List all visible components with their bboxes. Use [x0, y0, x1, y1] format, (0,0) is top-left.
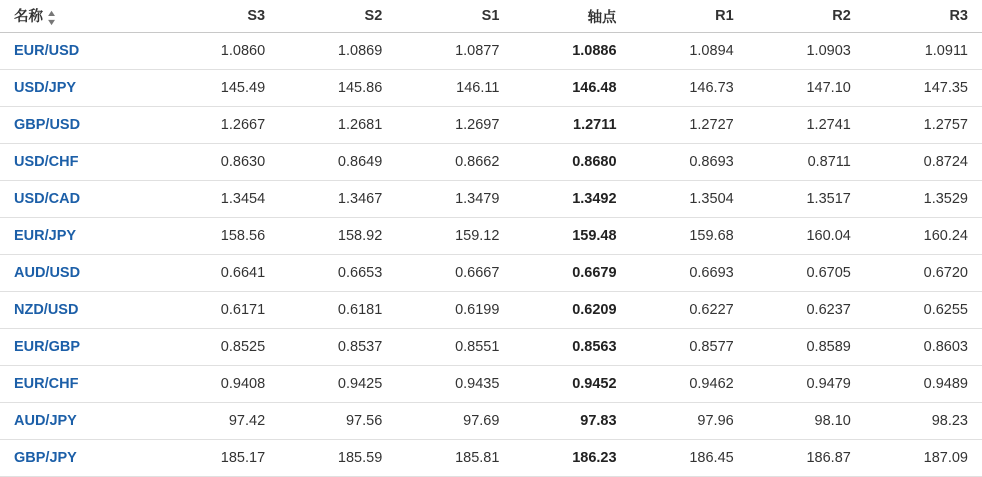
r2-value-cell: 0.9479	[748, 366, 865, 403]
column-header-label-r3: R3	[949, 8, 968, 24]
r3-value-cell: 0.6255	[865, 292, 982, 329]
column-header-r3	[865, 0, 982, 33]
currency-pair-cell	[0, 218, 162, 255]
pivot-value-cell: 186.23	[513, 440, 630, 477]
pivot-value-cell: 146.48	[513, 70, 630, 107]
table-row	[0, 33, 982, 70]
s2-value-cell: 0.9425	[279, 366, 396, 403]
currency-pair-cell	[0, 440, 162, 477]
table-row	[0, 329, 982, 366]
sort-arrows-icon[interactable]: ▲ ▼	[45, 7, 57, 27]
r1-value-cell: 1.3504	[631, 181, 748, 218]
currency-pair-cell	[0, 255, 162, 292]
currency-pair-link[interactable]: GBP/JPY	[14, 450, 77, 466]
currency-pair-link[interactable]: GBP/USD	[14, 117, 81, 133]
table-row	[0, 403, 982, 440]
s1-value-cell: 0.8551	[396, 329, 513, 366]
pivot-value-cell: 0.8680	[513, 144, 630, 181]
s1-value-cell: 0.9435	[396, 366, 513, 403]
r1-value-cell: 1.0894	[631, 33, 748, 70]
r1-value-cell: 0.6227	[631, 292, 748, 329]
r3-value-cell: 98.23	[865, 403, 982, 440]
s3-value-cell: 145.49	[162, 70, 279, 107]
r2-value-cell: 0.8589	[748, 329, 865, 366]
table-header-row	[0, 0, 982, 33]
s1-value-cell: 146.11	[396, 70, 513, 107]
s1-value-cell: 159.12	[396, 218, 513, 255]
s3-value-cell: 1.3454	[162, 181, 279, 218]
s3-value-cell: 185.17	[162, 440, 279, 477]
s1-value-cell: 185.81	[396, 440, 513, 477]
column-header-label-s3: S3	[247, 8, 266, 24]
column-header-r2	[748, 0, 865, 33]
s2-value-cell: 158.92	[279, 218, 396, 255]
r3-value-cell: 160.24	[865, 218, 982, 255]
table-row	[0, 181, 982, 218]
currency-pair-cell	[0, 181, 162, 218]
r3-value-cell: 0.8603	[865, 329, 982, 366]
currency-pair-link[interactable]: AUD/USD	[14, 265, 81, 281]
pivot-value-cell: 0.9452	[513, 366, 630, 403]
s3-value-cell: 1.2667	[162, 107, 279, 144]
currency-pair-link[interactable]: USD/JPY	[14, 80, 77, 96]
pivot-value-cell: 0.8563	[513, 329, 630, 366]
s2-value-cell: 1.3467	[279, 181, 396, 218]
r1-value-cell: 97.96	[631, 403, 748, 440]
r3-value-cell: 1.0911	[865, 33, 982, 70]
r1-value-cell: 0.6693	[631, 255, 748, 292]
s2-value-cell: 0.8649	[279, 144, 396, 181]
pivot-value-cell: 1.2711	[513, 107, 630, 144]
r2-value-cell: 1.2741	[748, 107, 865, 144]
currency-pair-cell	[0, 366, 162, 403]
s3-value-cell: 0.8630	[162, 144, 279, 181]
column-header-name[interactable]	[0, 0, 162, 33]
r1-value-cell: 0.8693	[631, 144, 748, 181]
currency-pair-cell	[0, 107, 162, 144]
s2-value-cell: 0.6653	[279, 255, 396, 292]
table-row	[0, 144, 982, 181]
s1-value-cell: 0.8662	[396, 144, 513, 181]
currency-pair-cell	[0, 144, 162, 181]
r3-value-cell: 0.6720	[865, 255, 982, 292]
s3-value-cell: 0.6641	[162, 255, 279, 292]
currency-pair-link[interactable]: EUR/GBP	[14, 339, 81, 355]
s1-value-cell: 1.2697	[396, 107, 513, 144]
column-header-label-s1: S1	[481, 8, 500, 24]
currency-pair-cell	[0, 70, 162, 107]
r2-value-cell: 186.87	[748, 440, 865, 477]
r2-value-cell: 0.6237	[748, 292, 865, 329]
table-row	[0, 255, 982, 292]
r2-value-cell: 1.3517	[748, 181, 865, 218]
pivot-value-cell: 0.6209	[513, 292, 630, 329]
currency-pair-link[interactable]: USD/CAD	[14, 191, 81, 207]
s3-value-cell: 0.6171	[162, 292, 279, 329]
table-row	[0, 292, 982, 329]
s1-value-cell: 1.0877	[396, 33, 513, 70]
table-row	[0, 107, 982, 144]
s2-value-cell: 1.2681	[279, 107, 396, 144]
column-header-pivot	[513, 0, 630, 33]
currency-pair-link[interactable]: USD/CHF	[14, 154, 79, 170]
table-row	[0, 218, 982, 255]
currency-pair-link[interactable]: NZD/USD	[14, 302, 79, 318]
s1-value-cell: 97.69	[396, 403, 513, 440]
currency-pair-cell	[0, 329, 162, 366]
currency-pair-link[interactable]: EUR/USD	[14, 43, 80, 59]
r1-value-cell: 1.2727	[631, 107, 748, 144]
s2-value-cell: 185.59	[279, 440, 396, 477]
column-header-s1	[396, 0, 513, 33]
column-header-r1	[631, 0, 748, 33]
currency-pair-link[interactable]: AUD/JPY	[14, 413, 77, 429]
r1-value-cell: 186.45	[631, 440, 748, 477]
pivot-value-cell: 1.3492	[513, 181, 630, 218]
currency-pair-cell	[0, 33, 162, 70]
r3-value-cell: 1.3529	[865, 181, 982, 218]
r2-value-cell: 0.6705	[748, 255, 865, 292]
table-row	[0, 366, 982, 403]
column-header-label-name: 名称	[14, 9, 43, 26]
s2-value-cell: 0.6181	[279, 292, 396, 329]
s2-value-cell: 97.56	[279, 403, 396, 440]
s1-value-cell: 1.3479	[396, 181, 513, 218]
r1-value-cell: 0.8577	[631, 329, 748, 366]
column-header-label-pivot: 轴点	[587, 9, 617, 26]
pivot-value-cell: 1.0886	[513, 33, 630, 70]
s2-value-cell: 145.86	[279, 70, 396, 107]
r2-value-cell: 0.8711	[748, 144, 865, 181]
s3-value-cell: 1.0860	[162, 33, 279, 70]
s1-value-cell: 0.6667	[396, 255, 513, 292]
r2-value-cell: 147.10	[748, 70, 865, 107]
table-row	[0, 440, 982, 477]
column-header-s3	[162, 0, 279, 33]
r3-value-cell: 0.9489	[865, 366, 982, 403]
r3-value-cell: 0.8724	[865, 144, 982, 181]
currency-pair-link[interactable]: EUR/CHF	[14, 376, 79, 392]
s2-value-cell: 1.0869	[279, 33, 396, 70]
s3-value-cell: 0.9408	[162, 366, 279, 403]
r2-value-cell: 1.0903	[748, 33, 865, 70]
r3-value-cell: 147.35	[865, 70, 982, 107]
s3-value-cell: 97.42	[162, 403, 279, 440]
s2-value-cell: 0.8537	[279, 329, 396, 366]
s1-value-cell: 0.6199	[396, 292, 513, 329]
table-row	[0, 70, 982, 107]
pivot-value-cell: 159.48	[513, 218, 630, 255]
s3-value-cell: 158.56	[162, 218, 279, 255]
pivot-value-cell: 97.83	[513, 403, 630, 440]
currency-pair-link[interactable]: EUR/JPY	[14, 228, 77, 244]
column-header-label-r1: R1	[715, 8, 734, 24]
column-header-s2	[279, 0, 396, 33]
column-header-label-s2: S2	[364, 8, 383, 24]
pivot-value-cell: 0.6679	[513, 255, 630, 292]
r2-value-cell: 160.04	[748, 218, 865, 255]
currency-pair-cell	[0, 292, 162, 329]
r1-value-cell: 0.9462	[631, 366, 748, 403]
r2-value-cell: 98.10	[748, 403, 865, 440]
r1-value-cell: 159.68	[631, 218, 748, 255]
currency-pair-cell	[0, 403, 162, 440]
r3-value-cell: 187.09	[865, 440, 982, 477]
r1-value-cell: 146.73	[631, 70, 748, 107]
column-header-label-r2: R2	[832, 8, 851, 24]
table-body	[0, 33, 982, 477]
r3-value-cell: 1.2757	[865, 107, 982, 144]
s3-value-cell: 0.8525	[162, 329, 279, 366]
table-header	[0, 0, 982, 33]
